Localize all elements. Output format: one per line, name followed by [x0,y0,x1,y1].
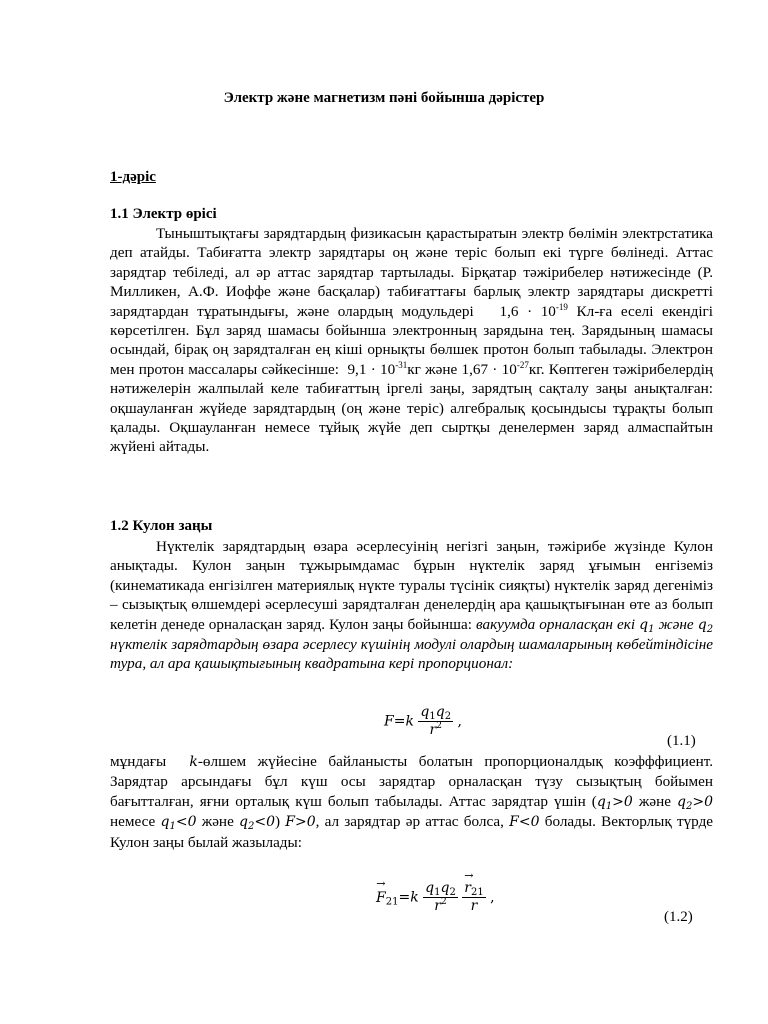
equation-number-1-1: (1.1) [667,733,696,749]
equation-number-1-2: (1.2) [664,909,693,925]
condition-q2-negative: $q_2<0$ [239,814,276,833]
equation-coulomb-vector: → $F_{21}=k$ $\frac{q_1q_2}{r^2}$ → $\frac{r_{21}}{r}$ , [376,880,495,915]
condition-q2-positive: $q_2>0$ [677,793,714,812]
proton-mass-value: $1,67 \cdot 10^{-27}$ [461,359,529,378]
paragraph-coulomb-coefficient: мұндағы k-өлшем жүйесіне байланысты болатын пропорционалдық коэфффициент. Зарядтар арсындағы бұл күш осы зарядтар орналасқан түзу сызықтың бойымен бағытталған, яғни орталық күш болып табылады. Аттас зарядтар үшін ($q_1>0$ және $q_2>0$ немесе $q_1<0$ және $q_2<0$) F>0, ал зарядтар әр аттас болса, F<0 болады. Векторлық түрде Кулон заңы былай жазылады: [110,753,714,851]
section-heading-coulomb-law: 1.2 Кулон заңы [110,518,213,534]
condition-q1-positive: $q_1>0$ [596,793,633,812]
symbol-q2: $q_2$ [697,616,714,635]
symbol-q1: $q_1$ [639,616,655,635]
electron-mass-value: $9,1 \cdot 10^{-31}$ [347,359,408,378]
lecture-heading: 1-дәріс [110,169,156,185]
condition-F-negative: F<0 [509,814,540,831]
symbol-k: k [189,754,198,770]
paragraph-coulomb-law: Нүктелік зарядтардың өзара әсерлесуінің негізгі заңын, тәжірибе жүзінде Кулон анықтады. Кулон заңын тұжырымдамас бұрын нүктелік заряд ұғымын енгіземіз (кинематикада енгізілген материялық нүкте туралы түсінік сияқты) нүктелік заряд дегеніміз – сызықтық өлшемдері әсерлесуші зарядталған денелердің ара қашықтығынан өте аз болып келетін денеде орналасқан заряд. Кулон заңы бойынша: вакуумда орналасқан екі $q_1$ және $q_2$ нүктелік зарядтардың өзара әсерлесу күшінің модулі олардың шамаларының көбейтіндісіне тура, ал ара қашықтығының квадратына кері пропорционал: [110,538,714,673]
equation-coulomb-scalar: F=k $\frac{q_1q_2}{r^2}$ , [384,704,462,738]
section-heading-electric-field: 1.1 Электр өрісі [110,206,217,222]
condition-F-positive: F>0 [285,814,316,831]
elementary-charge-value: $1,6 \cdot 10^{-19}$ [499,301,568,320]
paragraph-electric-field: Тыныштықтағы зарядтардың физикасын қарастыратын электр бөлімін электрстатика деп атайды. Табиғатта электр зарядтары оң және теріс болып екі түрге бөлінеді. Аттас зарядтар тебіледі, ал әр аттас зарядтар тартылады. Бірқатар тәжірибелер нәтижесінде (Р. Милликен, А.Ф. Иоффе және басқалар) табиғаттағы барлық электр зарядтары дискретті зарядтардан тұратындығы, және олардың модульдері $1,6 \cdot 10^{-19}$ Кл-ға еселі екендігі көрсетілген. Бұл заряд шамасы бойынша электронның зарядына тең. Зарядының шамасы осындай, бірақ оң зарядталған ең кіші орнықты бөлшек протон болып табылады. Электрон мен протон массалары сәйкесінше: $9,1 \cdot 10^{-31}кг$ және $1,67 \cdot 10^{-27}кг$. Көптеген тәжірибелердің нәтижелерін жалпылай келе табиғаттың іргелі заңы, зарядтың сақталу заңы анықталған: оқшауланған жүйеде зарядтардың (оң және теріс) алгебралық қосындысы тұрақты болып қалады. Оқшауланған немесе тұйық жүйе деп сыртқы денелермен заряд алмаспайтын жүйені айтады. [110,225,714,456]
document-title: Электр және магнетизм пәні бойынша дәрістер [223,90,545,106]
condition-q1-negative: $q_1<0$ [160,814,197,833]
